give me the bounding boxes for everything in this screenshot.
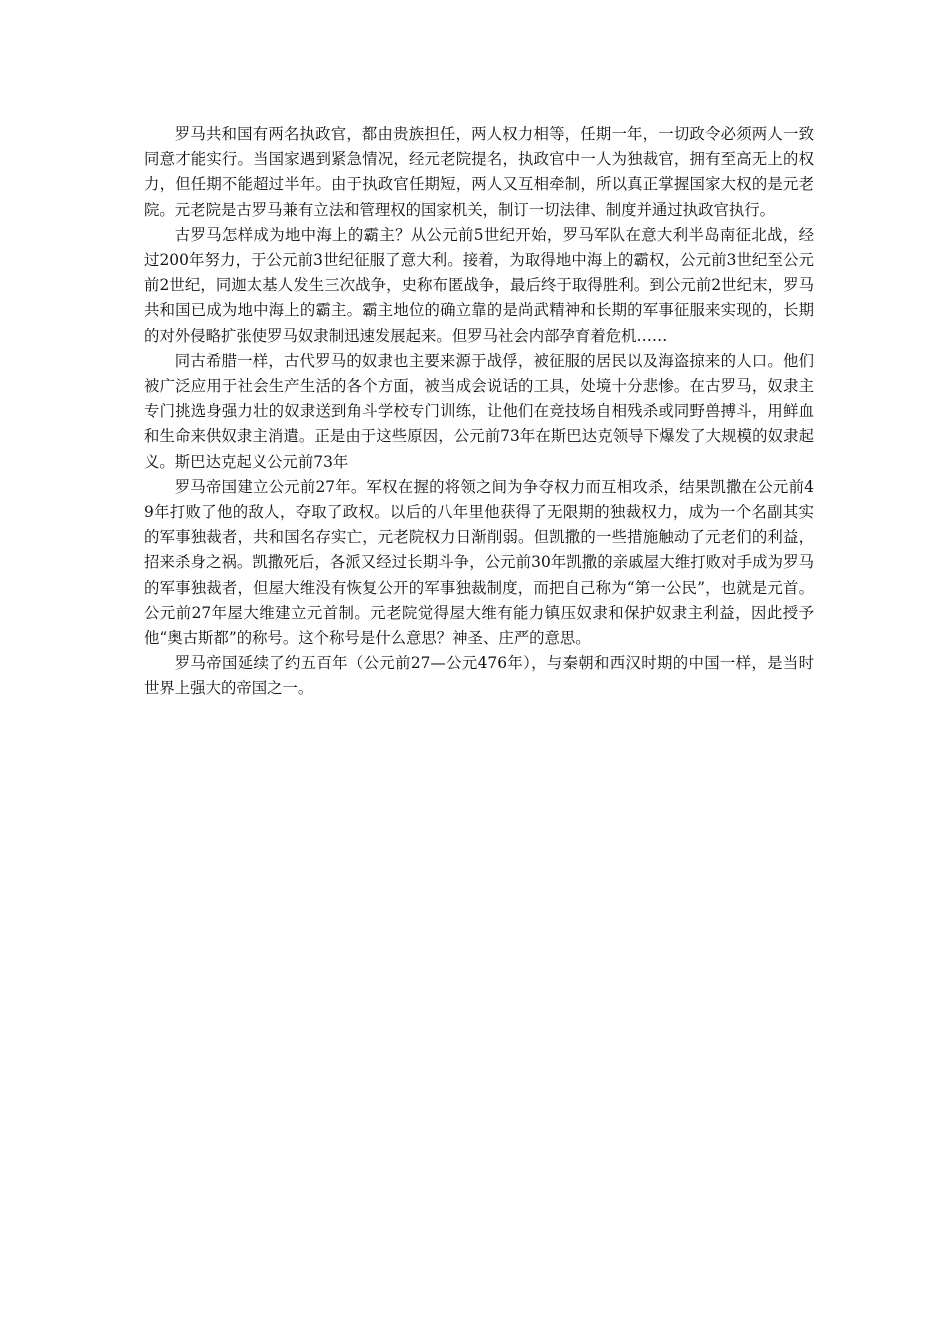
paragraph-roman-empire-founding: 罗马帝国建立公元前27年。军权在握的将领之间为争夺权力而互相攻杀，结果凯撒在公元前49年打败了他的敌人，夺取了政权。以后的八年里他获得了无限期的独裁权力，成为一个名副其实的军事独裁者，共和国名存实亡，元老院权力日渐削弱。但凯撒的一些措施触动了元老们的利益，招来杀身之祸。凯撒死后，各派又经过长期斗争，公元前30年凯撒的亲戚屋大维打败对手成为罗马的军事独裁者，但屋大维没有恢复公开的军事独裁制度，而把自己称为“第一公民”，也就是元首。公元前27年屋大维建立元首制。元老院觉得屋大维有能力镇压奴隶和保护奴隶主利益，因此授予他“奥古斯都”的称号。这个称号是什么意思？神圣、庄严的意思。 [144,477,814,648]
paragraph-roman-republic-consuls: 罗马共和国有两名执政官，都由贵族担任，两人权力相等，任期一年，一切政令必须两人一致同意才能实行。当国家遇到紧急情况，经元老院提名，执政官中一人为独裁官，拥有至高无上的权力，但任期不能超过半年。由于执政官任期短，两人又互相牵制，所以真正掌握国家大权的是元老院。元老院是古罗马兼有立法和管理权的国家机关，制订一切法律、制度并通过执政官执行。 [144,125,814,219]
paragraph-mediterranean-hegemony: 古罗马怎样成为地中海上的霸主？从公元前5世纪开始，罗马军队在意大利半岛南征北战，经过200年努力，于公元前3世纪征服了意大利。接着，为取得地中海上的霸权，公元前3世纪至公元前2世纪，同迦太基人发生三次战争，史称布匿战争，最后终于取得胜利。到公元前2世纪末，罗马共和国已成为地中海上的霸主。霸主地位的确立靠的是尚武精神和长期的军事征服来实现的，长期的对外侵略扩张使罗马奴隶制迅速发展起来。但罗马社会内部孕育着危机…… [144,225,814,345]
paragraph-empire-duration: 罗马帝国延续了约五百年（公元前27—公元476年），与秦朝和西汉时期的中国一样，是当时世界上强大的帝国之一。 [144,654,814,698]
paragraph-slaves-spartacus: 同古希腊一样，古代罗马的奴隶也主要来源于战俘，被征服的居民以及海盗掠来的人口。他们被广泛应用于社会生产生活的各个方面，被当成会说话的工具，处境十分悲惨。在古罗马，奴隶主专门挑选身强力壮的奴隶送到角斗学校专门训练，让他们在竞技场自相残杀或同野兽搏斗，用鲜血和生命来供奴隶主消遣。正是由于这些原因，公元前73年在斯巴达克领导下爆发了大规模的奴隶起义。斯巴达克起义公元前73年 [144,351,814,471]
document-body [144,122,814,702]
